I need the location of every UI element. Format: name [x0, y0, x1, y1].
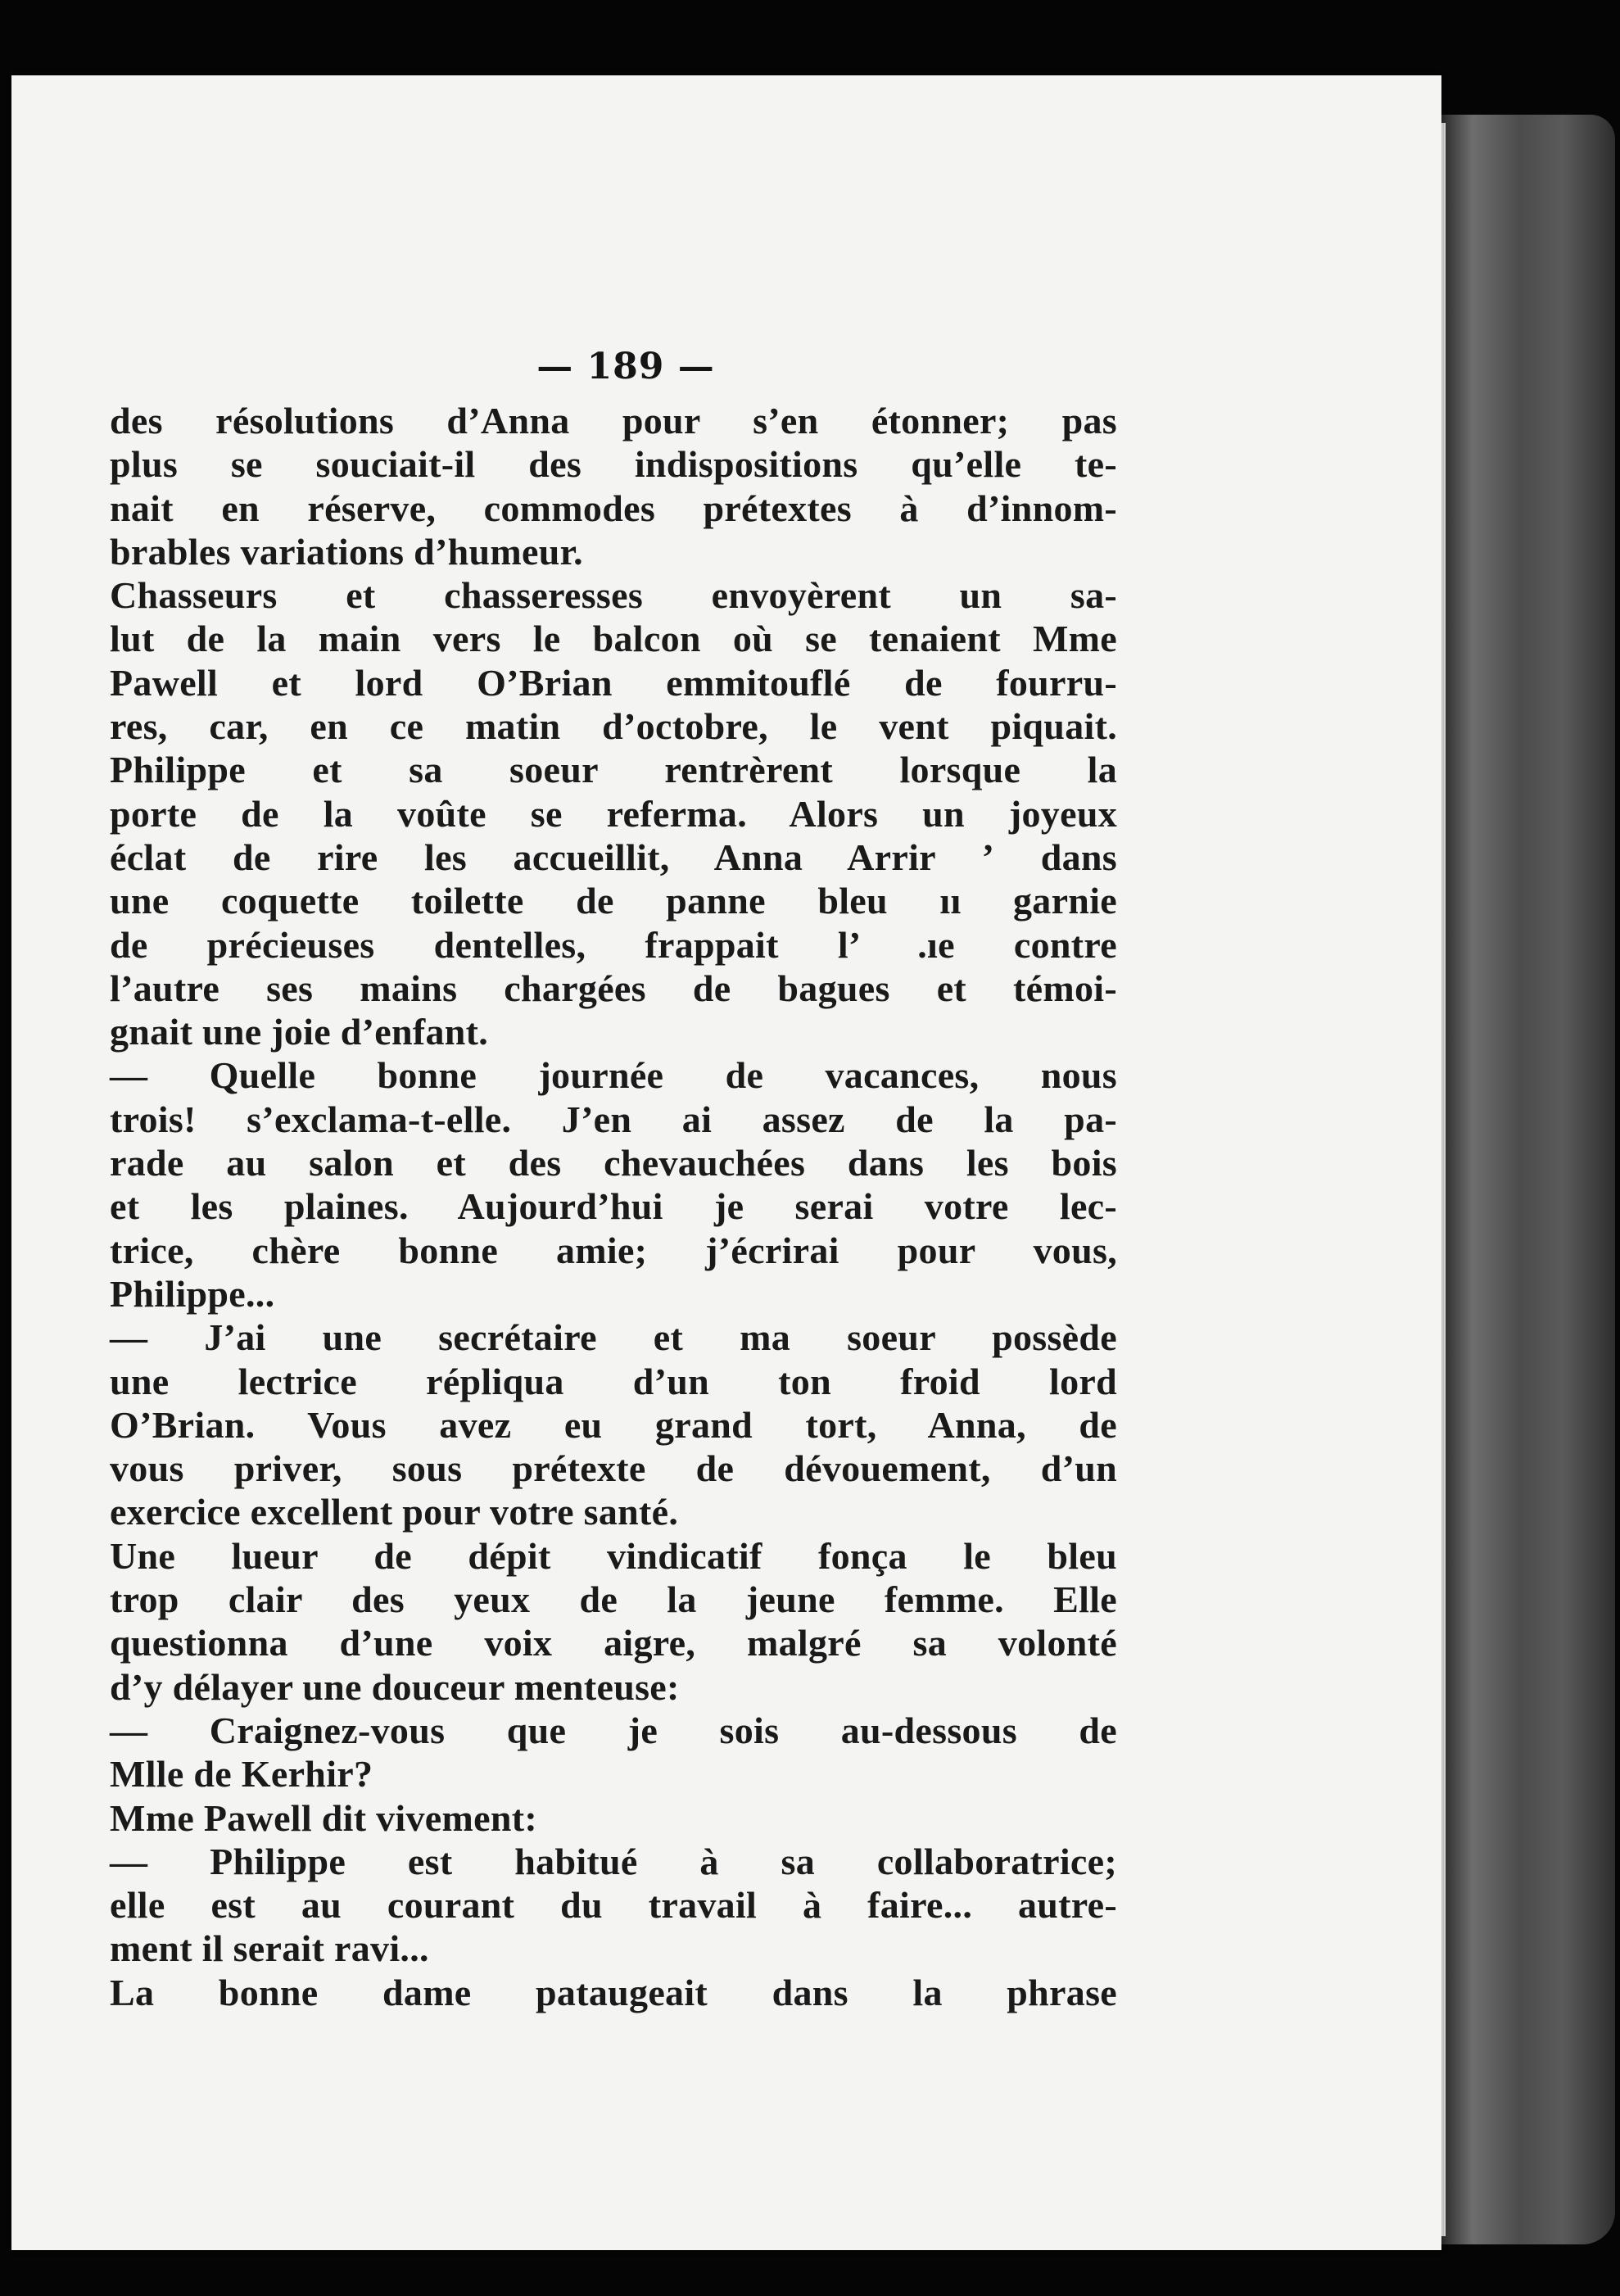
text-line: d’y délayer une douceur menteuse: [110, 1665, 680, 1708]
text-line: Pawell et lord O’Brian emmitouflé de fourru- [110, 661, 1117, 704]
book-page [11, 75, 1441, 2250]
text-line: éclat de rire les accueillit, Anna Arrir ʼ dans [110, 836, 1117, 878]
text-line: — Philippe est habitué à sa collaboratrice; [110, 1840, 1117, 1882]
text-line: La bonne dame pataugeait dans la phrase [110, 1971, 1117, 2013]
text-line: res, car, en ce matin d’octobre, le vent piquait. [110, 705, 1117, 748]
text-line: rade au salon et des chevauchées dans les bois [110, 1142, 1117, 1184]
text-line: Chasseurs et chasseresses envoyèrent un sa- [110, 574, 1117, 617]
text-line: porte de la voûte se referma. Alors un joyeux [110, 792, 1117, 835]
book-cover-edge [1441, 115, 1615, 2244]
text-line: — Craignez-vous que je sois au-dessous de [110, 1709, 1117, 1751]
text-line: Mme Pawell dit vivement: [110, 1796, 537, 1839]
text-line: de précieuses dentelles, frappait l’ .ıe contre [110, 923, 1117, 966]
text-line: lut de la main vers le balcon où se tenaient Mme [110, 618, 1117, 660]
text-line: des résolutions d’Anna pour s’en étonner; pas [110, 400, 1117, 442]
text-line: trice, chère bonne amie; j’écrirai pour vous, [110, 1229, 1117, 1271]
text-line: une coquette toilette de panne bleu ıı garnie [110, 880, 1117, 922]
text-line: elle est au courant du travail à faire... autre- [110, 1884, 1117, 1927]
text-line: Philippe et sa soeur rentrèrent lorsque la [110, 749, 1117, 791]
text-line: trois! s’exclama-t-elle. J’en ai assez de la pa- [110, 1098, 1117, 1140]
page-number: — 189 — [536, 346, 715, 387]
text-line: et les plaines. Aujourd’hui je serai votre lec- [110, 1185, 1117, 1228]
text-line: — Quelle bonne journée de vacances, nous [110, 1054, 1117, 1097]
text-line: l’autre ses mains chargées de bagues et témoi- [110, 967, 1117, 1009]
text-line: O’Brian. Vous avez eu grand tort, Anna, de [110, 1403, 1117, 1446]
text-line: plus se souciait-il des indispositions qu’elle te- [110, 443, 1117, 486]
text-line: ment il serait ravi... [110, 1927, 429, 1970]
text-line: Mlle de Kerhir? [110, 1753, 373, 1796]
text-line: nait en réserve, commodes prétextes à d’innom- [110, 487, 1117, 529]
text-line: une lectrice répliqua d’un ton froid lord [110, 1360, 1117, 1402]
text-line: vous priver, sous prétexte de dévouement, d’un [110, 1447, 1117, 1490]
text-line: Une lueur de dépit vindicatif fonça le bleu [110, 1534, 1117, 1577]
text-line: — J’ai une secrétaire et ma soeur possède [110, 1316, 1117, 1359]
text-line: exercice excellent pour votre santé. [110, 1491, 679, 1533]
text-line: brables variations d’humeur. [110, 530, 583, 573]
text-line: questionna d’une voix aigre, malgré sa volonté [110, 1622, 1117, 1664]
page-body-text [110, 399, 1117, 2014]
text-line: gnait une joie d’enfant. [110, 1011, 489, 1053]
text-line: Philippe... [110, 1272, 275, 1315]
text-line: trop clair des yeux de la jeune femme. Elle [110, 1578, 1117, 1621]
